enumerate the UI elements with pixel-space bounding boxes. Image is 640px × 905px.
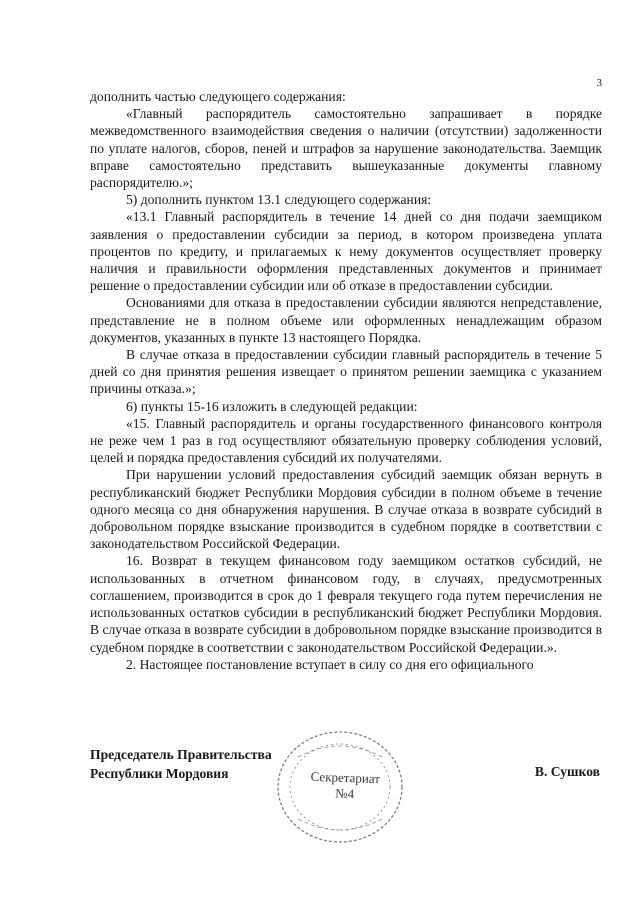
paragraph: Основаниями для отказа в предоставлении субсидии являются непредставление, представление не в полном объеме или оформленных ненадлежащим образом документов, указанных в пункте 13 настоящего Порядка. xyxy=(90,295,602,345)
signature-block xyxy=(90,745,272,783)
paragraph: 16. Возврат в текущем финансовом году заемщиком остатков субсидий, не использованных в отчетном финансовом году, в случаях, предусмотренных соглашением, производится в срок до 1 февраля текущего года путем перечисления не использованных остатков субсидии в республиканский бюджет Республики Мордовия. В случае отказа в возврате субсидии в добровольном порядке взыскание производится в судебном порядке в соответствии с законодательством Российской Федерации.». xyxy=(90,553,602,655)
stamp-line-2: №4 xyxy=(335,785,355,802)
paragraph: 2. Настоящее постановление вступает в силу со дня его официального xyxy=(126,656,534,672)
signature-title-line-1: Председатель Правительства xyxy=(90,747,272,762)
stamp-text xyxy=(299,768,390,803)
paragraph: «13.1 Главный распорядитель в течение 14 дней со дня подачи заемщиком заявления о предоставлении субсидии за период, в котором произведена уплата процентов по кредиту, и прилагаемых к нему документов осуществляет проверку наличия и правильности оформления представленных документов и принимает решение о предоставлении субсидии или об отказе в предоставлении субсидии. xyxy=(90,209,602,294)
paragraph: дополнить частью следующего содержания: xyxy=(90,89,346,104)
document-body xyxy=(90,88,602,673)
signer-name: В. Сушков xyxy=(534,764,600,779)
paragraph: «Главный распорядитель самостоятельно запрашивает в порядке межведомственного взаимодействия сведения о наличии (отсутствии) задолженности по уплате налогов, сборов, пеней и штрафов за нарушение законодательства. Заемщик вправе самостоятельно представить вышеуказанные документы главному распорядителю.»; xyxy=(90,106,602,191)
paragraph: При нарушении условий предоставления субсидий заемщик обязан вернуть в республиканский бюджет Республики Мордовия субсидии в полном объеме в течение одного месяца со дня обнаружения нарушения. В случае отказа в возврате субсидий в добровольном порядке взыскание производится в судебном порядке в соответствии с законодательством Российской Федерации. xyxy=(90,467,602,552)
paragraph: В случае отказа в предоставлении субсидии главный распорядитель в течение 5 дней со дня принятия решения извещает о принятом решении заемщика с указанием причины отказа.»; xyxy=(90,347,602,397)
stamp-line-1: Секретариат xyxy=(310,768,381,787)
signature-title-line-2: Республики Мордовия xyxy=(90,766,229,781)
paragraph: «15. Главный распорядитель и органы государственного финансового контроля не реже чем 1 раз в год осуществляют обязательную проверку соблюдения условий, целей и порядка предоставления субсидий их получателями. xyxy=(90,415,602,466)
paragraph: 5) дополнить пунктом 13.1 следующего содержания: xyxy=(126,192,432,208)
page-number: 3 xyxy=(596,77,602,89)
paragraph: 6) пункты 15-16 изложить в следующей редакции: xyxy=(126,398,418,414)
